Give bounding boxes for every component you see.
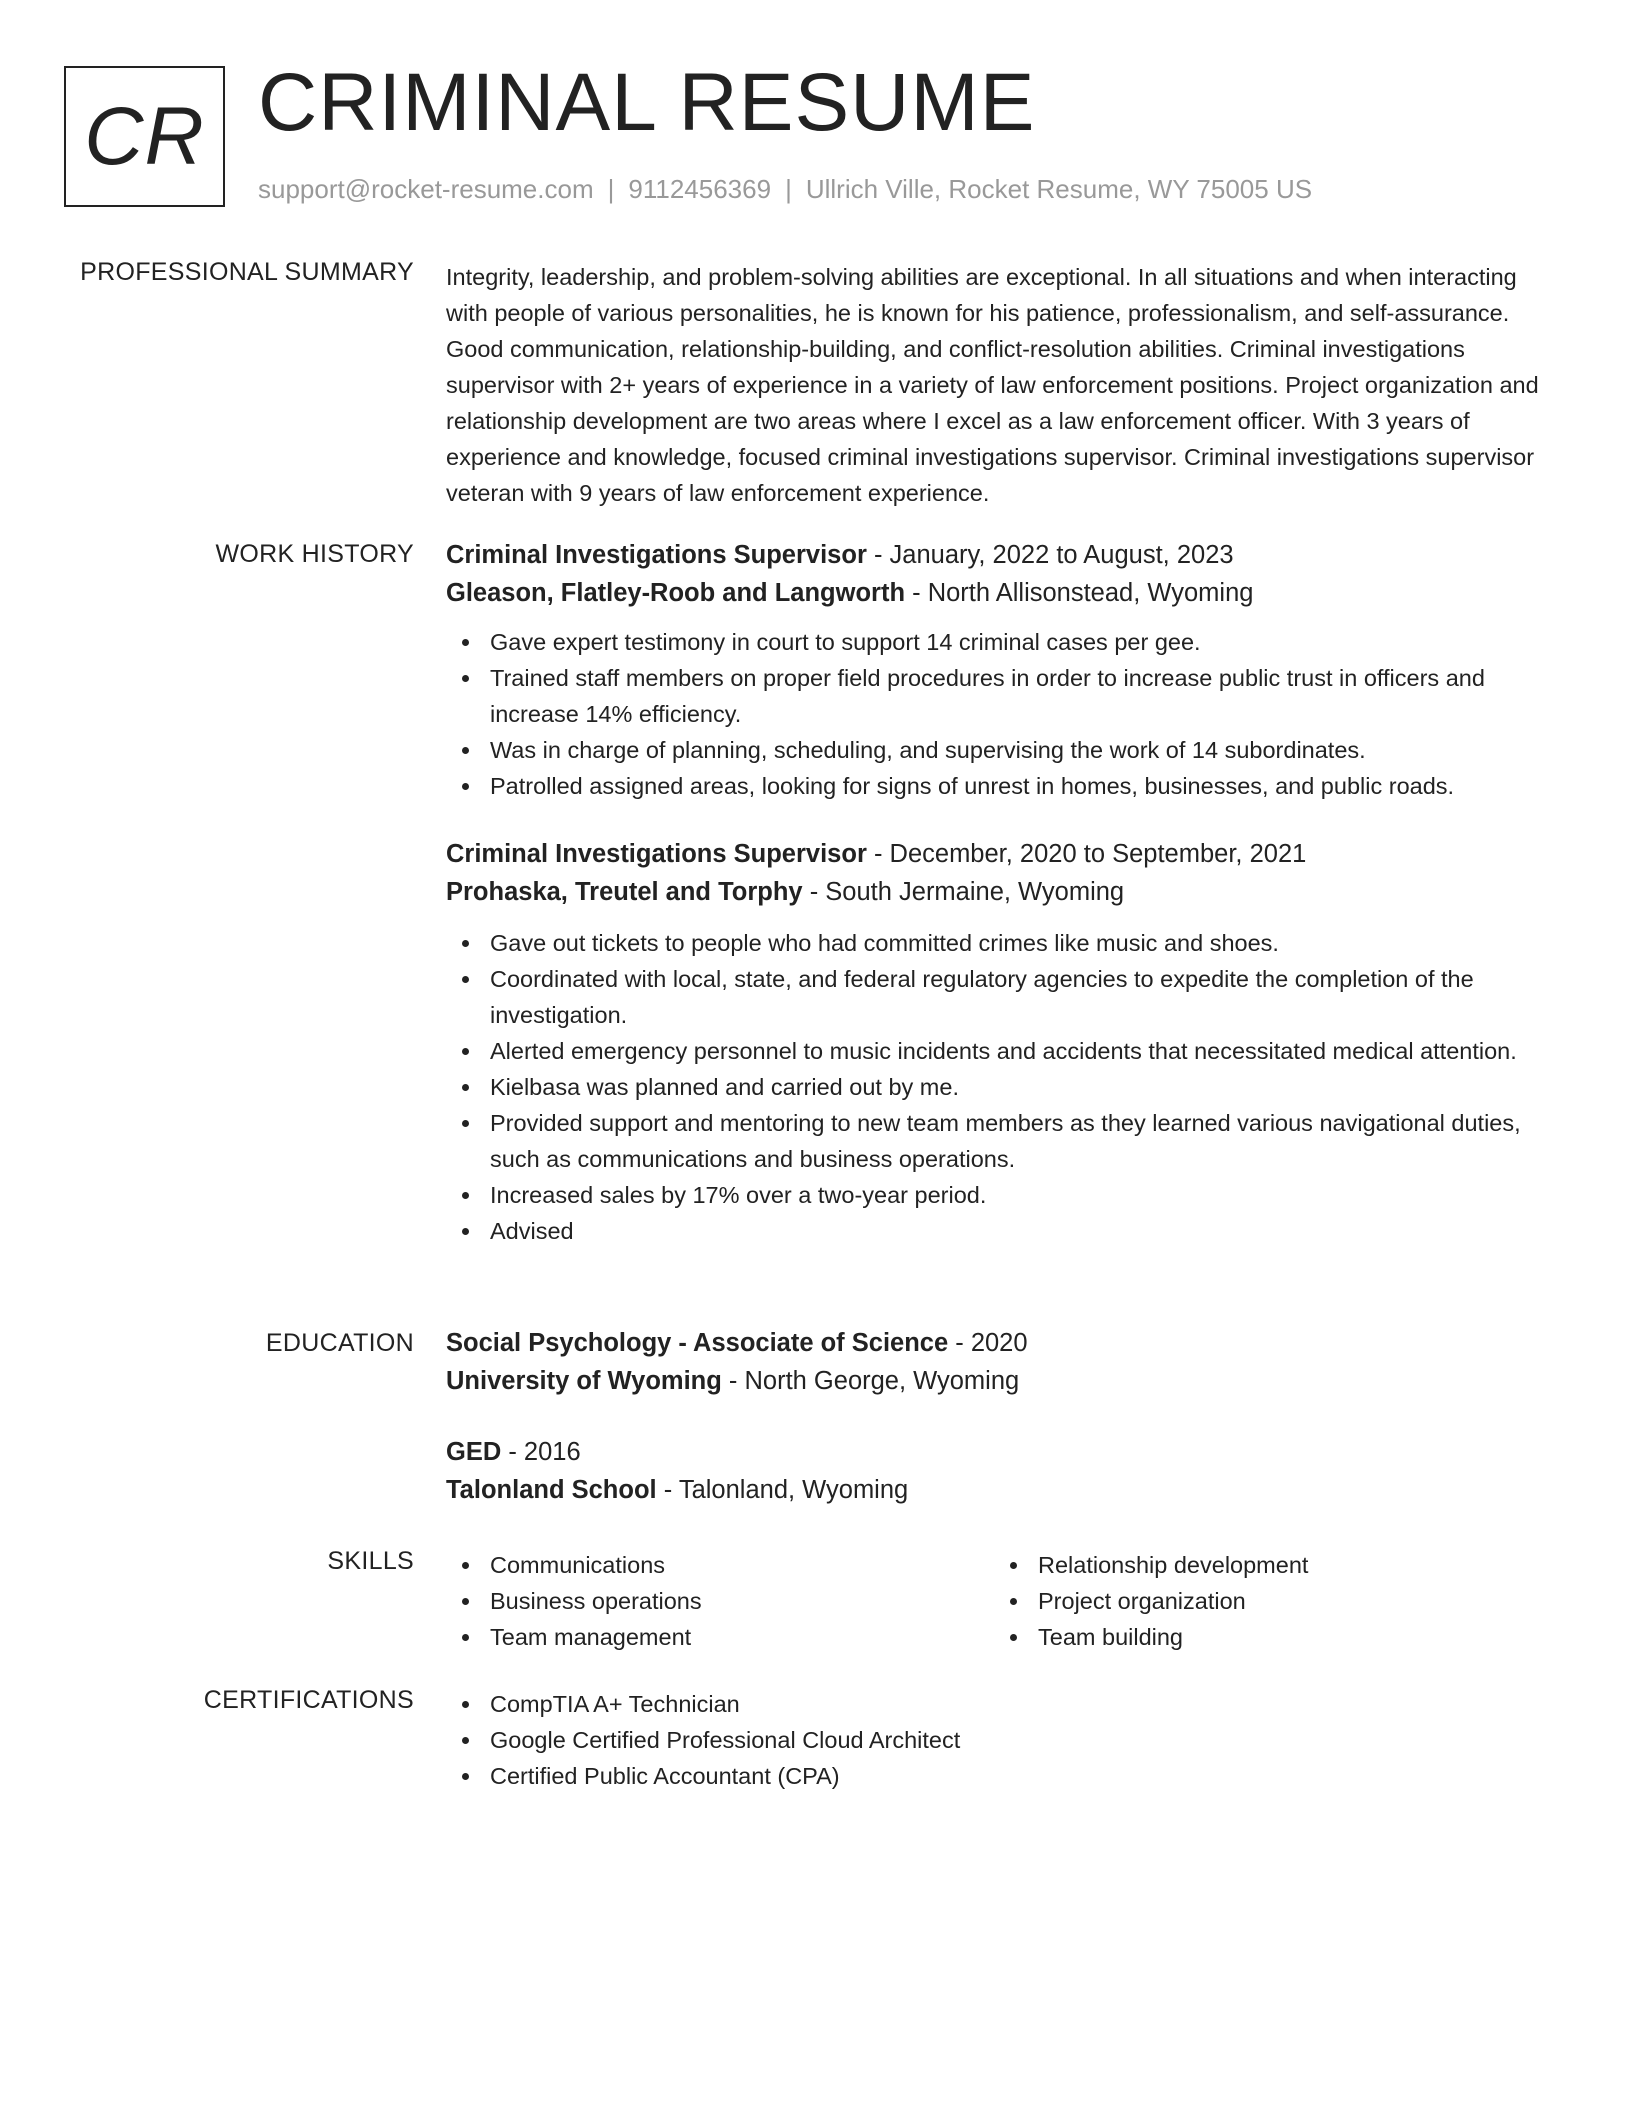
list-item: Business operations (446, 1583, 994, 1619)
job-title-line (446, 536, 1552, 574)
certifications-list (446, 1686, 1552, 1794)
list-item: Project organization (994, 1583, 1542, 1619)
list-item: Gave out tickets to people who had committed crimes like music and shoes. (446, 925, 1552, 961)
list-item: Communications (446, 1547, 994, 1583)
section-label: CERTIFICATIONS (203, 1686, 414, 1714)
education-school-line (446, 1362, 1552, 1400)
skills-list-left (446, 1547, 994, 1655)
list-item: Relationship development (994, 1547, 1542, 1583)
education-school: University of Wyoming (446, 1367, 722, 1395)
job-title-line (446, 835, 1552, 873)
section-label: PROFESSIONAL SUMMARY (80, 258, 414, 286)
job-bullets (446, 624, 1552, 804)
list-item: Increased sales by 17% over a two-year period. (446, 1177, 1552, 1213)
education-school-line (446, 1471, 1552, 1509)
list-item: Provided support and mentoring to new team members as they learned various navigational duties, such as communications and business operations. (446, 1105, 1552, 1177)
job-title: Criminal Investigations Supervisor (446, 541, 867, 569)
job-location: - North Allisonstead, Wyoming (905, 579, 1254, 607)
job-employer: Prohaska, Treutel and Torphy (446, 878, 803, 906)
list-item: Alerted emergency personnel to music incidents and accidents that necessitated medical attention. (446, 1033, 1552, 1069)
job-employer-line (446, 873, 1552, 911)
contact-phone: 9112456369 (628, 174, 772, 204)
job-entry (446, 835, 1552, 1249)
list-item: Google Certified Professional Cloud Architect (446, 1722, 1552, 1758)
skills-list-right (994, 1547, 1542, 1655)
monogram-logo: CR (64, 66, 225, 207)
section-label: WORK HISTORY (215, 540, 414, 568)
job-entry (446, 536, 1552, 804)
education-degree-line (446, 1324, 1552, 1362)
resume-name: CRIMINAL RESUME (258, 57, 1036, 148)
job-employer-line (446, 574, 1552, 612)
education-year: - 2020 (948, 1329, 1028, 1357)
list-item: CompTIA A+ Technician (446, 1686, 1552, 1722)
list-item: Was in charge of planning, scheduling, and supervising the work of 14 subordinates. (446, 732, 1552, 768)
contact-line (258, 174, 1312, 205)
contact-separator: | (785, 174, 792, 204)
education-year: - 2016 (501, 1438, 581, 1466)
contact-email: support@rocket-resume.com (258, 174, 594, 204)
skills-columns (446, 1547, 1552, 1655)
contact-address: Ullrich Ville, Rocket Resume, WY 75005 US (805, 174, 1313, 204)
job-dates: - January, 2022 to August, 2023 (866, 541, 1234, 569)
contact-separator: | (607, 174, 615, 204)
job-title: Criminal Investigations Supervisor (446, 840, 867, 868)
list-item: Coordinated with local, state, and federal regulatory agencies to expedite the completion of the investigation. (446, 961, 1552, 1033)
job-location: - South Jermaine, Wyoming (802, 878, 1125, 906)
education-location: - Talonland, Wyoming (656, 1476, 909, 1504)
education-school: Talonland School (446, 1476, 657, 1504)
education-entry (446, 1433, 1552, 1509)
education-degree-line (446, 1433, 1552, 1471)
list-item: Kielbasa was planned and carried out by me. (446, 1069, 1552, 1105)
section-label: SKILLS (327, 1547, 414, 1575)
job-employer: Gleason, Flatley-Roob and Langworth (446, 579, 906, 607)
job-dates: - December, 2020 to September, 2021 (866, 840, 1307, 868)
job-bullets (446, 925, 1552, 1249)
list-item: Team building (994, 1619, 1542, 1655)
education-degree: GED (446, 1438, 502, 1466)
list-item: Certified Public Accountant (CPA) (446, 1758, 1552, 1794)
list-item: Gave expert testimony in court to support 14 criminal cases per gee. (446, 624, 1552, 660)
summary-text: Integrity, leadership, and problem-solving abilities are exceptional. In all situations and when interacting with people of various personalities, he is known for his patience, professionalism, and self-assurance. Good communication, relationship-building, and conflict-resolution abilities. Criminal investigations supervisor with 2+ years of experience in a variety of law enforcement positions. Project organization and relationship development are two areas where I excel as a law enforcement officer. With 3 years of experience and knowledge, focused criminal investigations supervisor. Criminal investigations supervisor veteran with 9 years of law enforcement experience. (446, 264, 1539, 506)
education-degree: Social Psychology - Associate of Science (446, 1329, 949, 1357)
list-item: Trained staff members on proper field procedures in order to increase public trust in officers and increase 14% efficiency. (446, 660, 1552, 732)
list-item: Advised (446, 1213, 1552, 1249)
list-item: Patrolled assigned areas, looking for signs of unrest in homes, businesses, and public roads. (446, 768, 1552, 804)
education-entry (446, 1324, 1552, 1400)
section-label: EDUCATION (265, 1329, 414, 1357)
education-location: - North George, Wyoming (721, 1367, 1020, 1395)
list-item: Team management (446, 1619, 994, 1655)
